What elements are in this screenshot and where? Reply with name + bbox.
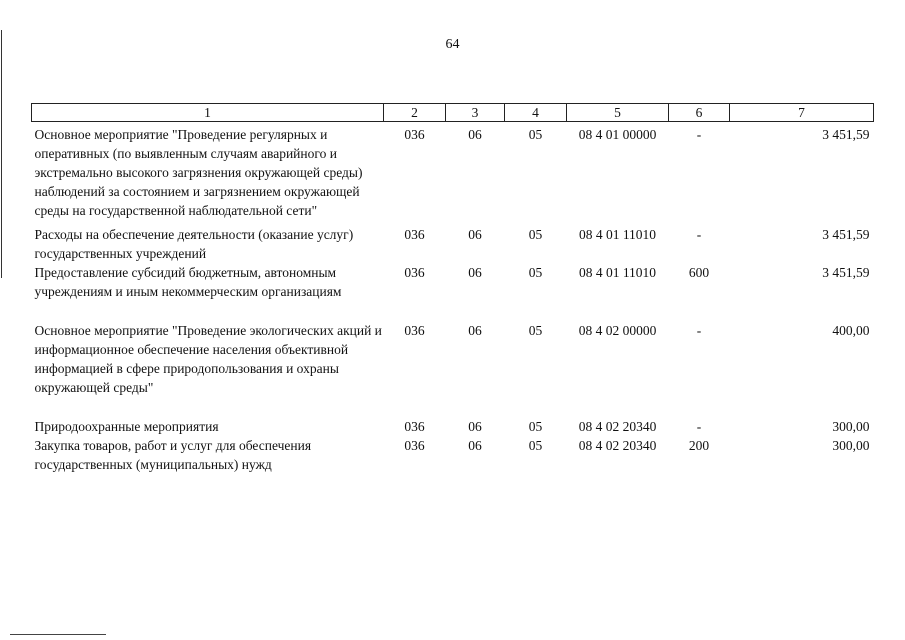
table-row <box>32 263 874 321</box>
row-subsection: 05 <box>528 438 543 453</box>
column-header-7: 7 <box>730 104 874 122</box>
row-amount: 400,00 <box>832 323 870 338</box>
budget-table <box>31 103 874 474</box>
column-header-5: 5 <box>567 104 669 122</box>
column-header-4: 4 <box>505 104 567 122</box>
row-target-article: 08 4 01 00000 <box>578 127 657 142</box>
table-header-row <box>32 104 874 122</box>
row-ministry-code: 036 <box>404 227 425 242</box>
row-amount: 3 451,59 <box>822 227 870 242</box>
row-expense-type: - <box>696 419 702 434</box>
table-row <box>32 436 874 474</box>
row-name: Закупка товаров, работ и услуг для обеспечения государственных (муниципальных) нужд <box>34 438 312 472</box>
row-section: 06 <box>468 227 482 242</box>
column-header-6: 6 <box>669 104 730 122</box>
row-ministry-code: 036 <box>404 265 425 280</box>
row-target-article: 08 4 02 00000 <box>578 323 657 338</box>
row-name: Природоохранные мероприятия <box>34 419 219 434</box>
row-amount: 300,00 <box>832 438 870 453</box>
row-name: Расходы на обеспечение деятельности (оказание услуг) государственных учреждений <box>34 227 354 261</box>
row-ministry-code: 036 <box>404 419 425 434</box>
row-amount: 3 451,59 <box>822 127 870 142</box>
row-amount: 3 451,59 <box>822 265 870 280</box>
row-target-article: 08 4 01 11010 <box>578 227 657 242</box>
footnote-rule <box>10 634 106 635</box>
row-amount: 300,00 <box>832 419 870 434</box>
row-ministry-code: 036 <box>404 323 425 338</box>
row-expense-type: 600 <box>688 265 710 280</box>
row-expense-type: 200 <box>688 438 710 453</box>
row-name: Предоставление субсидий бюджетным, автономным учреждениям и иным некоммерческим организациям <box>34 265 342 299</box>
row-subsection: 05 <box>528 265 543 280</box>
row-section: 06 <box>468 438 482 453</box>
column-header-3: 3 <box>446 104 505 122</box>
page-number: 64 <box>445 37 460 52</box>
table-row <box>32 122 874 226</box>
row-expense-type: - <box>696 323 702 338</box>
row-section: 06 <box>468 265 482 280</box>
row-subsection: 05 <box>528 127 543 142</box>
row-name: Основное мероприятие "Проведение экологических акций и информационное обеспечение населения объективной информацией в сфере природопользования и охраны окружающей среды" <box>34 323 382 395</box>
row-target-article: 08 4 01 11010 <box>578 265 657 280</box>
row-section: 06 <box>468 323 482 338</box>
row-target-article: 08 4 02 20340 <box>578 438 657 453</box>
column-header-2: 2 <box>384 104 446 122</box>
row-ministry-code: 036 <box>404 127 425 142</box>
row-section: 06 <box>468 127 482 142</box>
table-row <box>32 417 874 436</box>
row-target-article: 08 4 02 20340 <box>578 419 657 434</box>
row-ministry-code: 036 <box>404 438 425 453</box>
row-subsection: 05 <box>528 323 543 338</box>
column-header-1: 1 <box>32 104 384 122</box>
table-row <box>32 225 874 263</box>
row-subsection: 05 <box>528 419 543 434</box>
row-section: 06 <box>468 419 482 434</box>
row-name: Основное мероприятие "Проведение регулярных и оперативных (по выявленным случаям аварийного и экстремально высокого загрязнения окружающей среды) наблюдений за состоянием и загрязнением окружающей среды на государственной наблюдательной сети" <box>34 127 363 218</box>
row-expense-type: - <box>696 227 702 242</box>
table-row <box>32 321 874 417</box>
page-left-rule <box>1 30 2 278</box>
row-subsection: 05 <box>528 227 543 242</box>
row-expense-type: - <box>696 127 702 142</box>
